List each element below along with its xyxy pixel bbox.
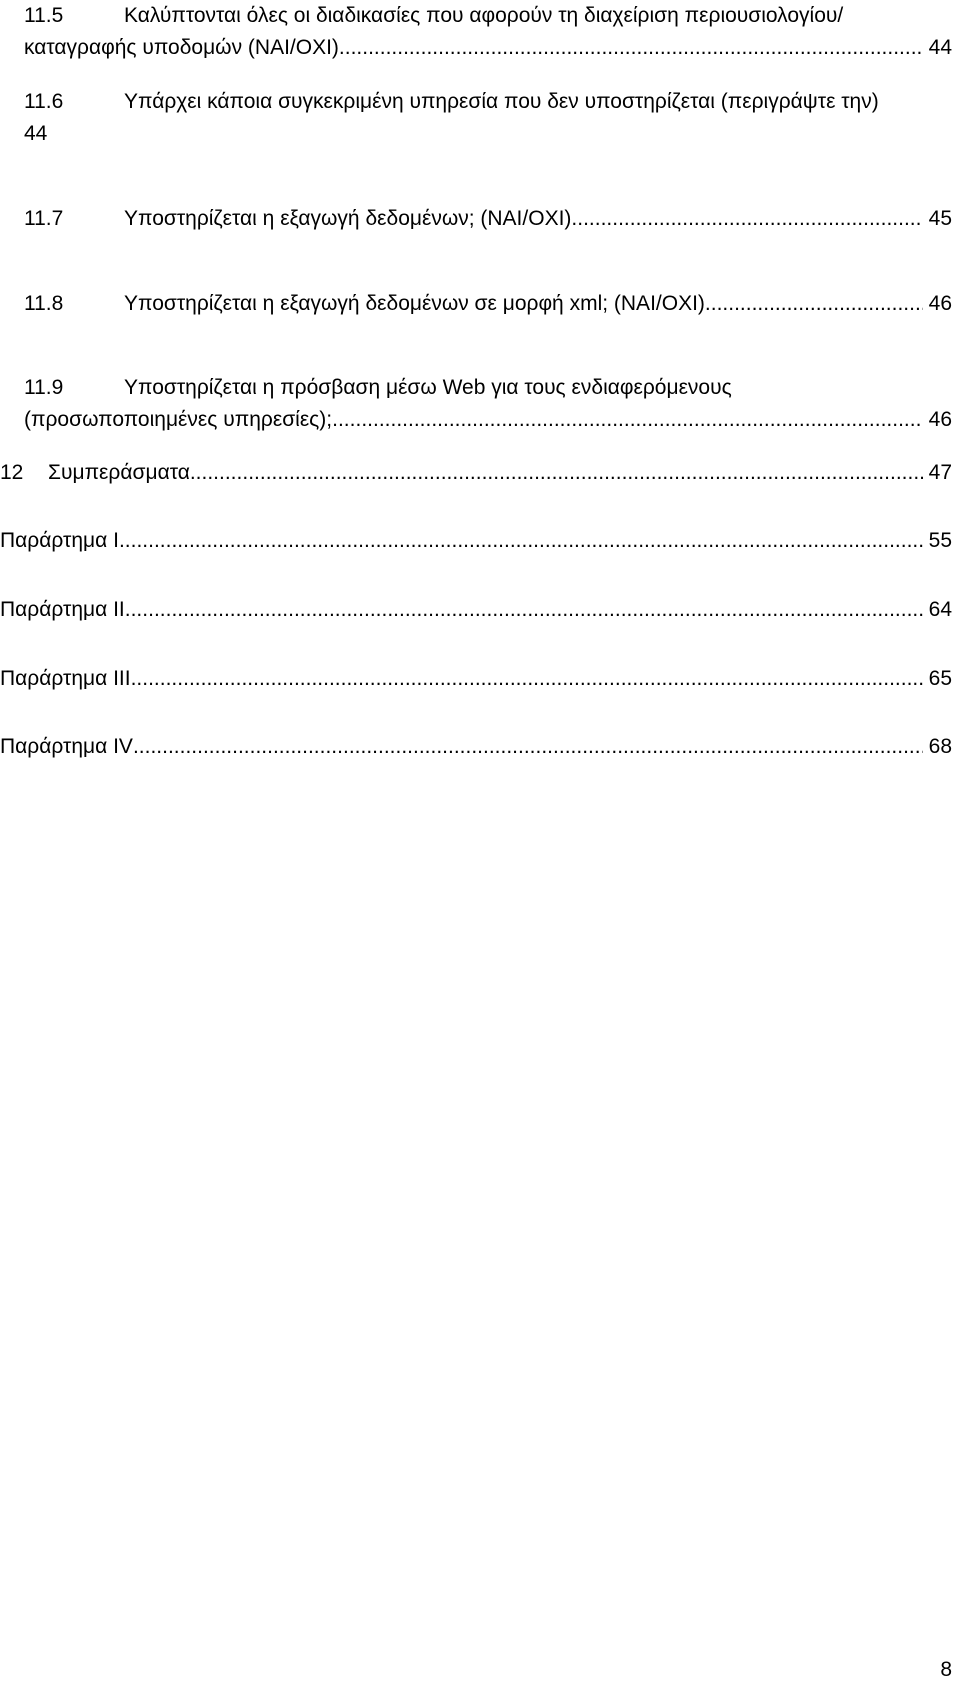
toc-entry-title: Υποστηρίζεται η εξαγωγή δεδομένων σε μορφή xml; (ΝΑΙ/ΟΧΙ) [124, 292, 705, 315]
toc-entry-appendix-3[interactable] [0, 663, 960, 695]
toc-entry-appendix-4[interactable] [0, 731, 960, 763]
toc-page-number: 46 [928, 408, 952, 431]
toc-entry-11-7[interactable] [0, 203, 960, 235]
toc-entry-title: Παράρτημα Ι [0, 529, 119, 552]
toc-entry-title-continued: (προσωποποιημένες υπηρεσίες); [24, 408, 333, 431]
dot-leader [119, 525, 923, 557]
toc-entry-title: Υποστηρίζεται η πρόσβαση μέσω Web για τους ενδιαφερόμενους [124, 376, 732, 399]
toc-entry-title: Υπάρχει κάποια συγκεκριμένη υπηρεσία που δεν υποστηρίζεται (περιγράψτε την) [124, 90, 879, 113]
toc-entry-11-6[interactable] [0, 86, 960, 150]
toc-page-number: 47 [928, 461, 952, 484]
toc-entry-appendix-2[interactable] [0, 594, 960, 626]
toc-page-number: 64 [928, 598, 952, 621]
toc-entry-11-9[interactable] [0, 372, 960, 436]
dot-leader [133, 731, 923, 763]
toc-page-number: 46 [928, 292, 952, 315]
toc-page-number: 44 [24, 122, 48, 145]
dot-leader [131, 663, 923, 695]
toc-entry-number: 12 [0, 461, 24, 484]
toc-page-number: 65 [928, 667, 952, 690]
toc-entry-title: Καλύπτονται όλες οι διαδικασίες που αφορούν τη διαχείριση περιουσιολογίου/ [124, 4, 844, 27]
page-number: 8 [940, 1658, 952, 1681]
toc-page-number: 55 [928, 529, 952, 552]
toc-entry-number: 11.5 [24, 4, 64, 27]
toc-entry-title-continued: καταγραφής υποδομών (ΝΑΙ/ΟΧΙ) [24, 36, 339, 59]
toc-entry-number: 11.6 [24, 90, 64, 113]
toc-entry-number: 11.7 [24, 207, 64, 230]
toc-entry-12[interactable] [0, 457, 960, 489]
toc-entry-title: Παράρτημα IV [0, 735, 133, 758]
dot-leader [571, 203, 922, 235]
dot-leader [125, 594, 923, 626]
toc-entry-title: Παράρτημα ΙΙ [0, 598, 125, 621]
dot-leader [332, 404, 923, 436]
dot-leader [339, 32, 923, 64]
toc-entry-appendix-1[interactable] [0, 525, 960, 557]
toc-entry-title: Συμπεράσματα [48, 461, 190, 484]
dot-leader [190, 457, 923, 489]
toc-entry-11-8[interactable] [0, 288, 960, 320]
toc-entry-title: Υποστηρίζεται η εξαγωγή δεδομένων; (ΝΑΙ/ΟΧΙ) [124, 207, 572, 230]
toc-page-number: 68 [928, 735, 952, 758]
dot-leader [705, 288, 923, 320]
toc-entry-number: 11.8 [24, 292, 64, 315]
toc-page-number: 45 [928, 207, 952, 230]
toc-entry-11-5[interactable] [0, 0, 960, 64]
toc-entry-number: 11.9 [24, 376, 64, 399]
toc-page-number: 44 [928, 36, 952, 59]
toc-entry-title: Παράρτημα ΙΙΙ [0, 667, 131, 690]
